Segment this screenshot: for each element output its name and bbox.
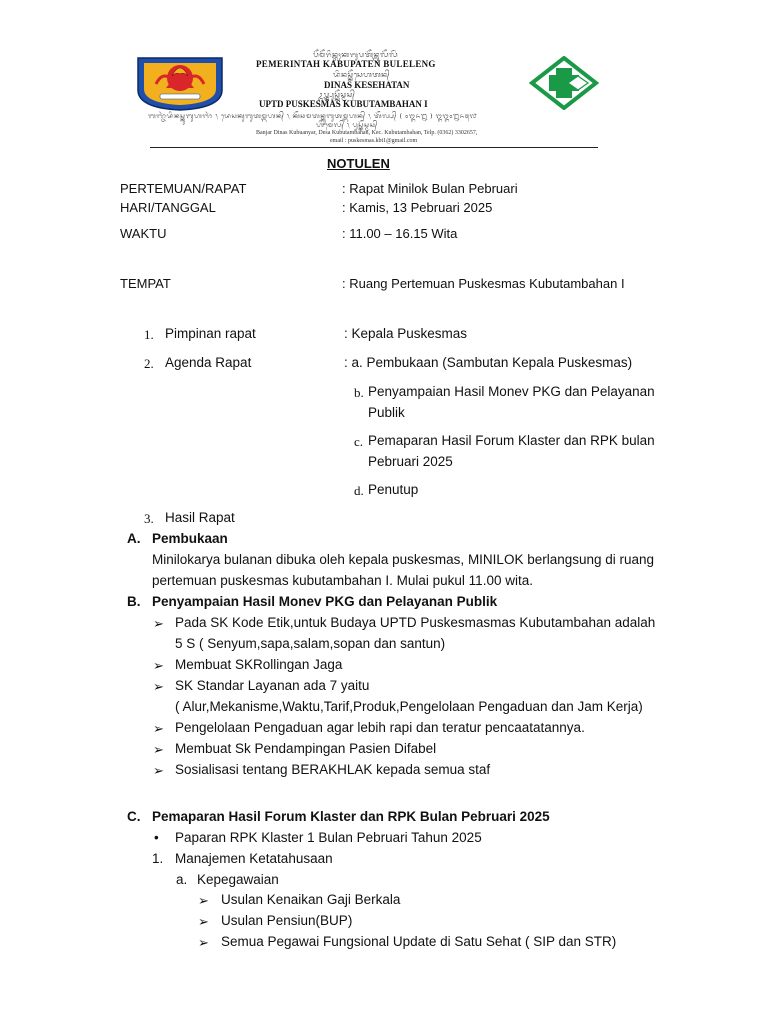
agenda-letter-c: c. bbox=[354, 434, 364, 449]
section-c-item-staffing: Kepegawaian bbox=[197, 872, 279, 887]
arrow-bullet-icon: ➢ bbox=[153, 721, 164, 736]
section-a-text-line1: Minilokarya bulanan dibuka oleh kepala puskesmas, MINILOK berlangsung di ruang bbox=[152, 552, 655, 567]
agenda-item-b-line2: Publik bbox=[368, 405, 405, 420]
arrow-bullet-icon: ➢ bbox=[153, 742, 164, 757]
letterhead-address: Banjar Dinas Kubuanyar, Desa Kubutambahan, Kec. Kubutambahan, Telp. (0362) 3302657, bbox=[256, 130, 478, 136]
agenda-item-a: : a. Pembukaan (Sambutan Kepala Puskesmas) bbox=[344, 355, 633, 370]
item-value-chair: : Kepala Puskesmas bbox=[344, 326, 468, 341]
balinese-script-address-1: ᬩᬜ᭄ᬚᬃᬤᬶᬦᬲ᭄ᬓᬸᬩᬸᬳᬜᬃ ᭞ ᬤᬾᬲᬓᬸᬩᬸᬢᬫ᭄ᬩᬳᬦ᭄ ᭞ ᬓᭂᬘᬫᬢᬦ᭄ᬓᬸᬩᬸᬢᬫ᭄ᬩᬳᬦ᭄ ᭞ ᬢᭂᬮ᭄ᬧ᭄ ( ᭐᭓᭖᭒ ) ᭓᭓᭐᭒᭖᭕᭗ bbox=[148, 112, 478, 120]
meta-label-date: HARI/TANGGAL bbox=[120, 200, 216, 215]
letterhead-department: DINAS KESEHATAN bbox=[324, 80, 410, 90]
section-a-text-line2: pertemuan puskesmas kubutambahan I. Mulai pukul 11.00 wita. bbox=[152, 573, 533, 588]
section-b-item-4: Pengelolaan Pengaduan agar lebih rapi dan teratur pencaatatannya. bbox=[175, 720, 585, 735]
balinese-script-address-2: ᬳᬶᬫᬾᬮ᭄ ᭞ ᬧᬸᬲ᭄ᬓᭂᬲ᭄ᬫᬲ᭄ bbox=[316, 121, 378, 129]
item-label-agenda: Agenda Rapat bbox=[165, 355, 252, 370]
dot-bullet-icon: • bbox=[154, 830, 159, 845]
arrow-bullet-icon: ➢ bbox=[198, 893, 209, 908]
section-c-item-update: Semua Pegawai Fungsional Update di Satu Sehat ( SIP dan STR) bbox=[221, 934, 617, 949]
item-number-1: 1. bbox=[144, 327, 154, 342]
item-number-2: 2. bbox=[144, 356, 154, 371]
item-label-results: Hasil Rapat bbox=[165, 510, 235, 525]
section-b-item-3-line1: SK Standar Layanan ada 7 yaitu bbox=[175, 678, 370, 693]
agenda-item-c-line1: Pemaparan Hasil Forum Klaster dan RPK bulan bbox=[368, 433, 655, 448]
arrow-bullet-icon: ➢ bbox=[153, 679, 164, 694]
balinese-script-unit: ᬉᬧ᭄ᬢ᭄ᬤ᭄ᬧᬸᬲ᭄ᬓᭂᬲ᭄ᬫᬲ᭄ bbox=[318, 91, 356, 99]
section-c-item-management: Manajemen Ketatahusaan bbox=[175, 851, 333, 866]
meta-label-meeting: PERTEMUAN/RAPAT bbox=[120, 181, 247, 196]
section-b-item-1-line1: Pada SK Kode Etik,untuk Budaya UPTD Puskesmasmas Kubutambahan adalah bbox=[175, 615, 656, 630]
section-b-item-6: Sosialisasi tentang BERAKHLAK kepada semua staf bbox=[175, 762, 491, 777]
meta-value-meeting: : Rapat Minilok Bulan Pebruari bbox=[342, 181, 518, 196]
section-c-item-salary: Usulan Kenaikan Gaji Berkala bbox=[221, 892, 401, 907]
letterhead-unit: UPTD PUSKESMAS KUBUTAMBAHAN I bbox=[259, 99, 428, 109]
arrow-bullet-icon: ➢ bbox=[198, 935, 209, 950]
agenda-item-d: Penutup bbox=[368, 482, 419, 497]
section-b-item-1-line2: 5 S ( Senyum,sapa,salam,sopan dan santun) bbox=[175, 636, 446, 651]
section-c-letter-a: a. bbox=[176, 872, 188, 887]
agenda-item-c-line2: Pebruari 2025 bbox=[368, 454, 453, 469]
document-title: NOTULEN bbox=[327, 156, 390, 171]
puskesmas-logo bbox=[528, 56, 600, 110]
buleleng-emblem-logo bbox=[136, 54, 224, 112]
item-number-3: 3. bbox=[144, 511, 154, 526]
letterhead-divider bbox=[150, 147, 598, 148]
section-c-number-1: 1. bbox=[152, 851, 164, 866]
meta-value-time: : 11.00 – 16.15 Wita bbox=[342, 226, 458, 241]
section-a-letter: A. bbox=[127, 531, 141, 546]
arrow-bullet-icon: ➢ bbox=[153, 616, 164, 631]
section-b-item-2: Membuat SKRollingan Jaga bbox=[175, 657, 343, 672]
section-a-heading: Pembukaan bbox=[152, 531, 228, 546]
arrow-bullet-icon: ➢ bbox=[153, 763, 164, 778]
section-b-letter: B. bbox=[127, 594, 141, 609]
balinese-script-government: ᬧᭂᬫᭂᬭᬶᬦ᭄ᬢᬄᬓᬩᬸᬧᬢᭂᬦ᭄ᬩᬸᬮᭂᬮᭂᬂ bbox=[313, 51, 399, 59]
section-b-heading: Penyampaian Hasil Monev PKG dan Pelayanan Publik bbox=[152, 594, 498, 609]
agenda-item-b-line1: Penyampaian Hasil Monev PKG dan Pelayanan bbox=[368, 384, 655, 399]
section-c-item-klaster: Paparan RPK Klaster 1 Bulan Pebruari Tahun 2025 bbox=[175, 830, 482, 845]
letterhead-email: email : puskesmas.kbt1@gmail.com bbox=[330, 138, 418, 144]
balinese-script-department: ᬤᬶᬦᬲ᭄ᬓᭂᬲᬾᬳᬢᬦ᭄ bbox=[333, 71, 391, 79]
meta-value-date: : Kamis, 13 Pebruari 2025 bbox=[342, 200, 493, 215]
meta-label-time: WAKTU bbox=[120, 226, 167, 241]
section-b-item-5: Membuat Sk Pendampingan Pasien Difabel bbox=[175, 741, 437, 756]
letterhead-government: PEMERINTAH KABUPATEN BULELENG bbox=[256, 59, 436, 69]
section-c-letter: C. bbox=[127, 809, 141, 824]
meta-label-place: TEMPAT bbox=[120, 276, 171, 291]
item-label-chair: Pimpinan rapat bbox=[165, 326, 256, 341]
section-c-heading: Pemaparan Hasil Forum Klaster dan RPK Bulan Pebruari 2025 bbox=[152, 809, 550, 824]
arrow-bullet-icon: ➢ bbox=[198, 914, 209, 929]
agenda-letter-d: d. bbox=[354, 483, 364, 498]
section-c-item-pension: Usulan Pensiun(BUP) bbox=[221, 913, 353, 928]
agenda-letter-b: b. bbox=[354, 385, 364, 400]
section-b-item-3-line2: ( Alur,Mekanisme,Waktu,Tarif,Produk,Pengelolaan Pengaduan dan Jam Kerja) bbox=[175, 699, 643, 714]
arrow-bullet-icon: ➢ bbox=[153, 658, 164, 673]
meta-value-place: : Ruang Pertemuan Puskesmas Kubutambahan I bbox=[342, 276, 625, 291]
